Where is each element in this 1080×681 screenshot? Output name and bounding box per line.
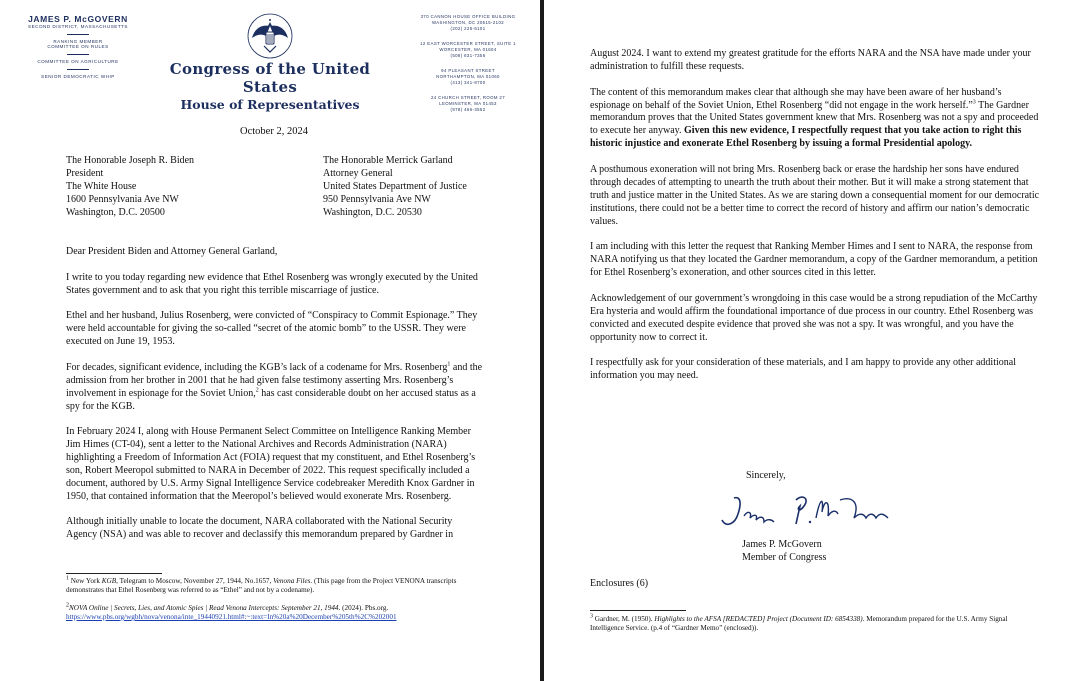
paragraph: Although initially unable to locate the document, NARA collaborated with the National Security Agency (NSA) and was able to recover and declassify this memorandum prepared by Gardner in: [66, 516, 454, 541]
office-line: 24 CHURCH STREET, ROOM 27: [431, 95, 505, 100]
office-address: [408, 68, 528, 86]
footnote-ref: 2: [255, 387, 259, 394]
request-statement: Given this new evidence, I respectfully request that you take action to right this historic injustice and exonerate Ethel Rosenberg by issuing a formal Presidential apology.: [590, 125, 1022, 150]
text-run: For decades, significant evidence, including the KGB’s lack of a codename for Mrs. Rosenberg: [66, 361, 448, 373]
paragraph: I write to you today regarding new evidence that Ethel Rosenberg was wrongly executed by the United States government and to ask that you right this terrible miscarriage of justice.: [66, 271, 478, 296]
letterhead-member-block: [14, 14, 142, 79]
addressee-line: 950 Pennsylvania Ave NW: [323, 194, 431, 205]
paragraph: [590, 87, 1040, 152]
text-run: has cast considerable doubt on her accused status as a spy for the KGB.: [66, 387, 476, 412]
congress-line-1: Congress of the United States: [169, 60, 371, 96]
eagle-seal-icon: [246, 12, 294, 60]
addressee-line: 1600 Pennsylvania Ave NW: [66, 194, 179, 205]
paragraph: A posthumous exoneration will not bring Mrs. Rosenberg back or erase the hardship her sons have endured through decades of attempting to unearth the truth about their mother. But it will make a strong statement that truth and justice matter in the United States. As we are staring down a consequential moment for our democratic institutions, there could not be a better time to correct the record of history and affirm our nation’s democratic values.: [590, 163, 1040, 227]
text-run: New York: [69, 577, 102, 585]
addressee-line: The Honorable Merrick Garland: [323, 155, 453, 166]
addressee-garland: [323, 154, 467, 219]
text-run: NOVA Online | Secrets, Lies, and Atomic Spies | Read Venona Intercepts: September 21, 1944: [69, 604, 339, 612]
addressee-line: President: [66, 168, 104, 179]
member-name: JAMES P. McGOVERN: [28, 14, 128, 24]
footnote-number: 2: [66, 602, 69, 609]
signer-name: James P. McGovern: [742, 539, 822, 550]
footnote-number: 3: [590, 613, 593, 620]
addressee-biden: [66, 154, 194, 219]
office-address: [408, 41, 528, 59]
text-run: . (2024). Pbs.org.: [338, 604, 389, 612]
addressee-line: United States Department of Justice: [323, 181, 467, 192]
addressee-line: Washington, D.C. 20500: [66, 207, 165, 218]
office-line: (508) 831-7356: [450, 53, 486, 58]
role-line: RANKING MEMBER: [53, 39, 103, 44]
office-line: WASHINGTON, DC 20515-2102: [431, 20, 505, 25]
closing: Sincerely,: [746, 470, 786, 481]
office-line: (413) 341-8700: [450, 80, 486, 85]
footnote-ref: 1: [447, 361, 451, 368]
divider: [67, 34, 89, 35]
role-line: COMMITTEE ON AGRICULTURE: [37, 59, 119, 64]
paragraph: [66, 362, 484, 414]
footnote-1: [66, 577, 484, 595]
office-line: 12 EAST WORCESTER STREET, SUITE 1: [420, 41, 516, 46]
addressee-line: Attorney General: [323, 168, 393, 179]
text-run: KGB: [101, 577, 117, 585]
divider: [67, 54, 89, 55]
paragraph: August 2024. I want to extend my greatest gratitude for the efforts NARA and the NSA have made under your administration to fulfill these requests.: [590, 48, 1031, 72]
office-line: LEOMINSTER, MA 01453: [439, 101, 497, 106]
office-address: [408, 14, 528, 32]
footnote-ref: 3: [972, 99, 976, 106]
congress-title: [150, 60, 390, 112]
role-line: COMMITTEE ON RULES: [47, 44, 109, 49]
office-line: (978) 466-3552: [450, 107, 486, 112]
office-line: NORTHAMPTON, MA 01060: [436, 74, 500, 79]
enclosures: Enclosures (6): [590, 578, 649, 589]
paragraph: I am including with this letter the request that Ranking Member Himes and I sent to NARA, the response from NARA notifying us that they located the Gardner memorandum, a copy of the Gardner memorandum, a petition for Ethel Rosenberg’s exoneration, and other sources cited in this letter.: [590, 241, 1038, 279]
signer-title: Member of Congress: [742, 552, 827, 563]
signature-block: [742, 538, 826, 564]
paragraph: Ethel and her husband, Julius Rosenberg, were convicted of “Conspiracy to Commit Espionage.” They were held accountable for giving the so-called “secret of the atomic bomb” to the USSR. They were executed on June 19, 1953.: [66, 310, 478, 348]
role-line: SENIOR DEMOCRATIC WHIP: [41, 74, 115, 79]
office-addresses: [408, 14, 528, 122]
addressee-line: The Honorable Joseph R. Biden: [66, 155, 195, 166]
office-line: (202) 225-6101: [450, 26, 486, 31]
text-run: , Telegram to Moscow, November 27, 1944, No.1657,: [116, 577, 274, 585]
footnote-divider: [66, 573, 162, 574]
footnote-2: [66, 604, 484, 622]
paragraph: Acknowledgement of our government’s wrongdoing in this case would be a strong repudiation of the McCarthy Era hysteria and would affirm the foundational importance of due process in our country. Ethel Rosenberg was convicted and executed despite evidence that proved she was not a spy. It was wrongful, and you have the opportunity now to correct it.: [590, 292, 1038, 343]
text-run: and the admission from her brother in 2001 that he had given false testimony asserting Mrs. Rosenberg’s involvement in espionage for the Soviet Union,: [66, 361, 483, 399]
footnote-3: [590, 615, 1040, 633]
congress-line-2: House of Representatives: [180, 97, 360, 112]
member-district: SECOND DISTRICT, MASSACHUSETTS: [28, 24, 128, 29]
footnote-link[interactable]: https://www.pbs.org/wgbh/nova/venona/inte_19440921.html#:~:text=In%20a%20December%205th%2C%202001: [66, 613, 397, 621]
text-run: Gardner, M. (1950).: [593, 615, 655, 623]
addressee-line: The White House: [66, 181, 137, 192]
salutation: Dear President Biden and Attorney General Garland,: [66, 246, 278, 257]
letter-date: October 2, 2024: [240, 126, 308, 137]
text-run: (This page from the Project VENONA transcripts demonstrates that Ethel Rosenberg was referred to as “Ethel” and not by a codename).: [66, 577, 457, 594]
letter-body-page-2: [590, 48, 1040, 396]
text-run: The content of this memorandum makes clear that although she may have been aware of her husband’s espionage on behalf of the Soviet Union, Ethel Rosenberg “did not engage in the work herself.”: [590, 86, 1002, 111]
text-run: The Gardner memorandum proves that the United States government knew that Mrs. Rosenberg was not a spy and proceeded to execute her anyway.: [590, 99, 1039, 137]
office-line: 370 CANNON HOUSE OFFICE BUILDING: [420, 14, 516, 19]
letter-body-page-1: [66, 246, 484, 555]
footnote-number: 1: [66, 575, 69, 582]
text-run: Venona Files.: [273, 577, 313, 585]
paragraph: I respectfully ask for your consideration of these materials, and I am happy to provide any other additional information you may need.: [590, 357, 1016, 382]
letter-page-2: [544, 0, 1080, 681]
text-run: Highlights to the AFSA [REDACTED] Project (Document ID: 6854338): [654, 615, 863, 623]
signature-graphic: [716, 488, 894, 536]
text-run: . Memorandum prepared for the U.S. Army Signal Intelligence Service. (p.4 of “Gardner Memo” (enclosed)).: [590, 615, 1008, 632]
office-line: 94 PLEASANT STREET: [441, 68, 495, 73]
paragraph: In February 2024 I, along with House Permanent Select Committee on Intelligence Ranking Member Jim Himes (CT-04), sent a letter to the National Archives and Records Administration (NARA) highlighting a Freedom of Information Act (FOIA) request that my constituent, and Ethel Rosenberg’s son, Robert Meeropol submitted to NARA in December of 2022. This request specifically included a document, authored by U.S. Army Signal Intelligence Service codebreaker Meredith Knox Gardner in 1950, that contained information that the Meeropol’s believed would exonerate Mrs. Rosenberg.: [66, 426, 476, 502]
office-line: WORCESTER, MA 01604: [439, 47, 497, 52]
office-address: [408, 95, 528, 113]
addressee-line: Washington, D.C. 20530: [323, 207, 422, 218]
divider: [67, 69, 89, 70]
footnote-divider: [590, 610, 686, 611]
